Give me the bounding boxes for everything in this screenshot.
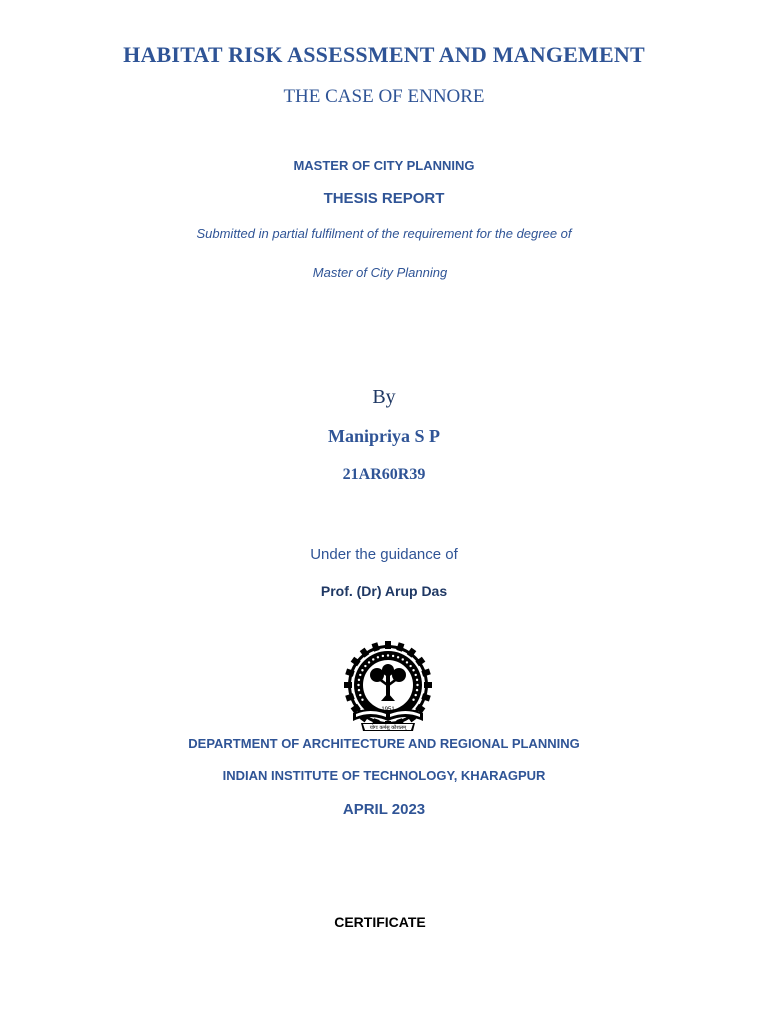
thesis-title: HABITAT RISK ASSESSMENT AND MANGEMENT [123,42,645,67]
gear-tooth [424,682,432,688]
ring-letter-mark [392,655,394,657]
ring-letter-mark [377,656,379,658]
ring-letter-mark [357,684,359,686]
ring-letter-mark [359,694,361,696]
ring-letter-mark [368,661,370,663]
ring-letter-mark [409,665,411,667]
report-type: THESIS REPORT [323,190,445,207]
ring-letter-mark [372,658,374,660]
ring-letter-mark [387,654,389,656]
ring-letter-mark [361,669,363,671]
ring-letter-mark [416,679,418,681]
ring-letter-mark [416,689,418,691]
emblem-motto: योगः कर्मसु कौशलम् [369,725,407,731]
ring-letter-mark [415,674,417,676]
department-name: DEPARTMENT OF ARCHITECTURE AND REGIONAL PLANNING [188,736,580,751]
ring-letter-mark [416,684,418,686]
ring-letter-mark [364,665,366,667]
by-label: By [372,386,396,408]
iit-kharagpur-emblem-icon [343,641,433,733]
program-name: MASTER OF CITY PLANNING [293,158,475,173]
ring-letter-mark [415,694,417,696]
gear-tooth [385,641,391,649]
ring-letter-mark [358,689,360,691]
ring-letter-mark [412,669,414,671]
submission-note: Submitted in partial fulfilment of the requirement for the degree of [196,226,572,241]
roll-number: 21AR60R39 [342,466,426,483]
ring-letter-mark [358,679,360,681]
gear-tooth [344,682,352,688]
emblem-year: 1951 [381,707,395,713]
degree-name: Master of City Planning [312,265,448,280]
ring-letter-mark [406,661,408,663]
ring-letter-mark [361,699,363,701]
ring-letter-mark [412,699,414,701]
guide-name: Prof. (Dr) Arup Das [320,583,448,599]
certificate-heading: CERTIFICATE [334,914,426,930]
author-name: Manipriya S P [327,426,440,446]
institute-name: INDIAN INSTITUTE OF TECHNOLOGY, KHARAGPUR [222,768,546,783]
ring-letter-mark [382,655,384,657]
ring-letter-mark [359,674,361,676]
ring-letter-mark [402,658,404,660]
submission-date: APRIL 2023 [342,801,426,818]
thesis-subtitle: THE CASE OF ENNORE [283,86,485,107]
guidance-label: Under the guidance of [310,546,458,563]
ring-letter-mark [397,656,399,658]
